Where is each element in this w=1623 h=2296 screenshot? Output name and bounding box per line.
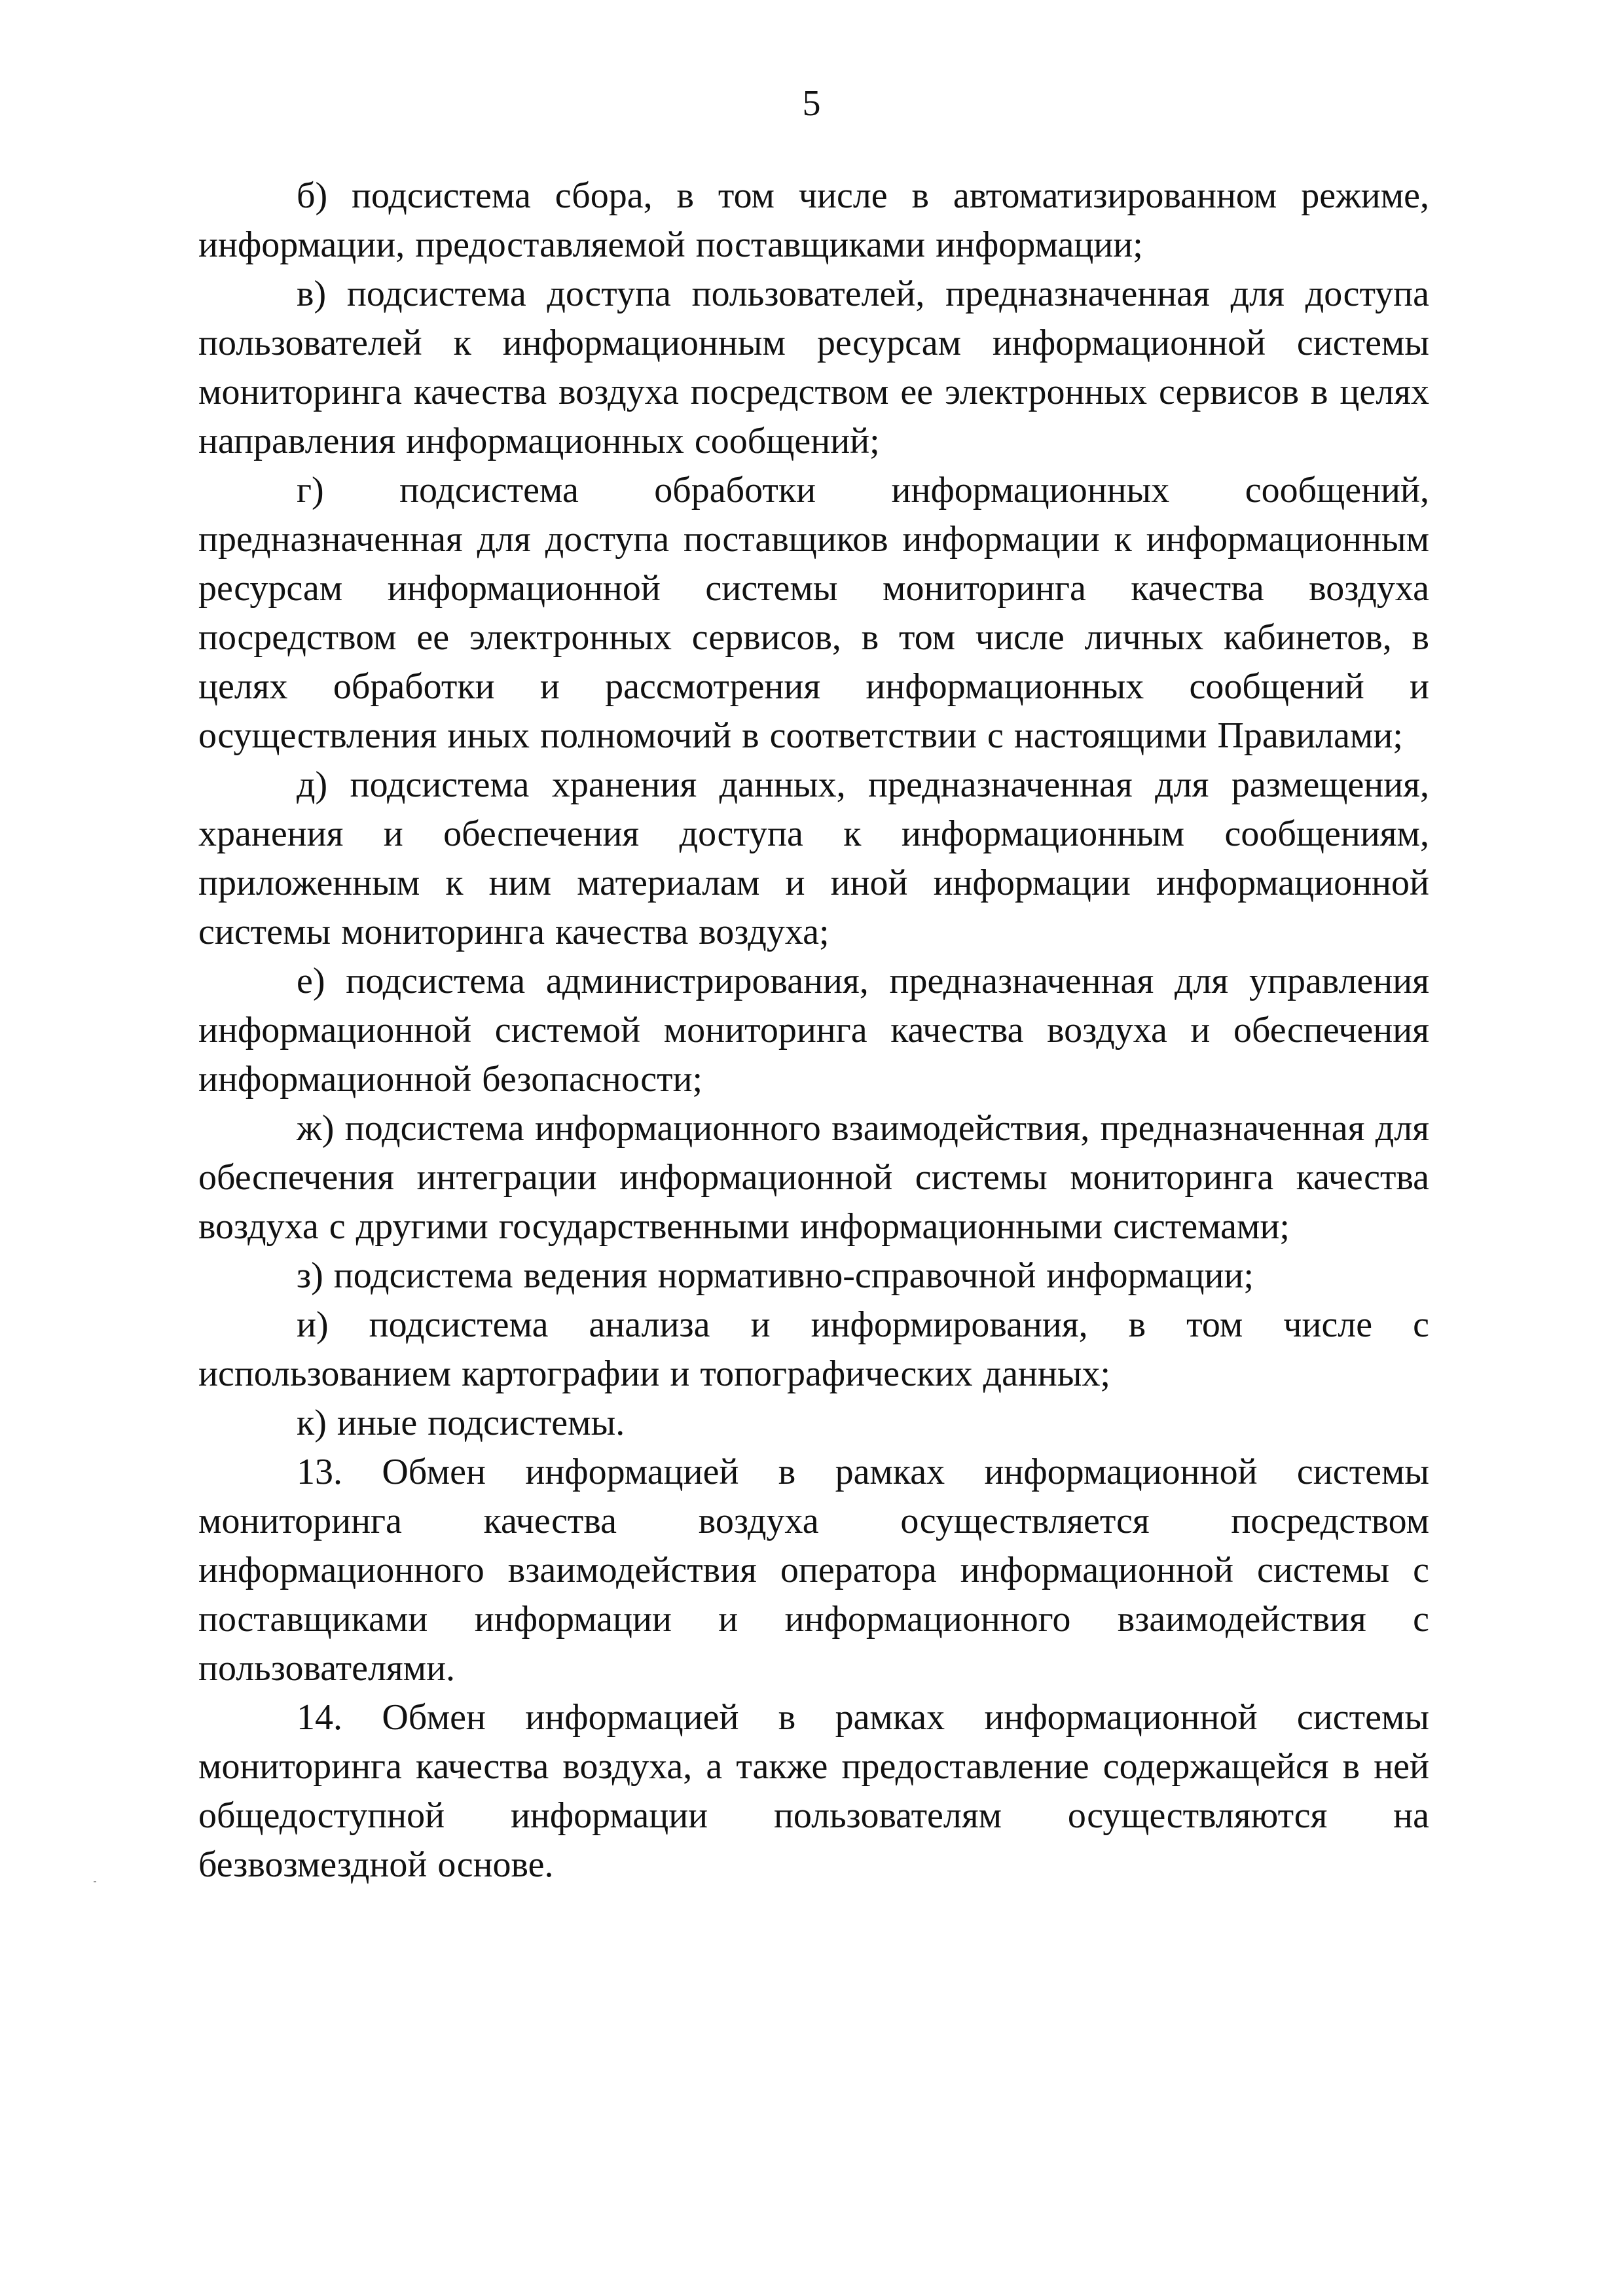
paragraph-i: и) подсистема анализа и информирования, в том числе с использованием картографии и топографических данных; (198, 1304, 1429, 1394)
paragraph-14: 14. Обмен информацией в рамках информационной системы мониторинга качества воздуха, а также предоставление содержащейся в ней общедоступной информации пользователям осуществляются на безвозмездной основе. (198, 1697, 1429, 1885)
document-body (198, 171, 1429, 1890)
paragraph-k: к) иные подсистемы. (297, 1403, 625, 1443)
paragraph-e: е) подсистема администрирования, предназначенная для управления информационной системой мониторинга качества воздуха и обеспечения информационной безопасности; (198, 961, 1429, 1100)
paragraph-zh: ж) подсистема информационного взаимодействия, предназначенная для обеспечения интеграции информационной системы мониторинга качества воздуха с другими государственными информационными системами; (198, 1108, 1429, 1247)
page-number: 5 (802, 83, 821, 124)
paragraph-b: б) подсистема сбора, в том числе в автоматизированном режиме, информации, предоставляемой поставщиками информации; (198, 175, 1429, 265)
paragraph-z: з) подсистема ведения нормативно-справочной информации; (297, 1255, 1254, 1296)
paragraph-v: в) подсистема доступа пользователей, предназначенная для доступа пользователей к информационным ресурсам информационной системы мониторинга качества воздуха посредством ее электронных сервисов в целях направления информационных сообщений; (198, 274, 1429, 461)
paragraph-13: 13. Обмен информацией в рамках информационной системы мониторинга качества воздуха осуществляется посредством информационного взаимодействия оператора информационной системы с поставщиками информации и информационного взаимодействия с пользователями. (198, 1452, 1429, 1689)
scan-artifact-dot (94, 1881, 96, 1882)
paragraph-d: д) подсистема хранения данных, предназначенная для размещения, хранения и обеспечения доступа к информационным сообщениям, приложенным к ним материалам и иной информации информационной системы мониторинга качества воздуха; (198, 764, 1429, 952)
paragraph-g: г) подсистема обработки информационных сообщений, предназначенная для доступа поставщиков информации к информационным ресурсам информационной системы мониторинга качества воздуха посредством ее электронных сервисов, в том числе личных кабинетов, в целях обработки и рассмотрения информационных сообщений и осуществления иных полномочий в соответствии с настоящими Правилами; (198, 470, 1429, 756)
